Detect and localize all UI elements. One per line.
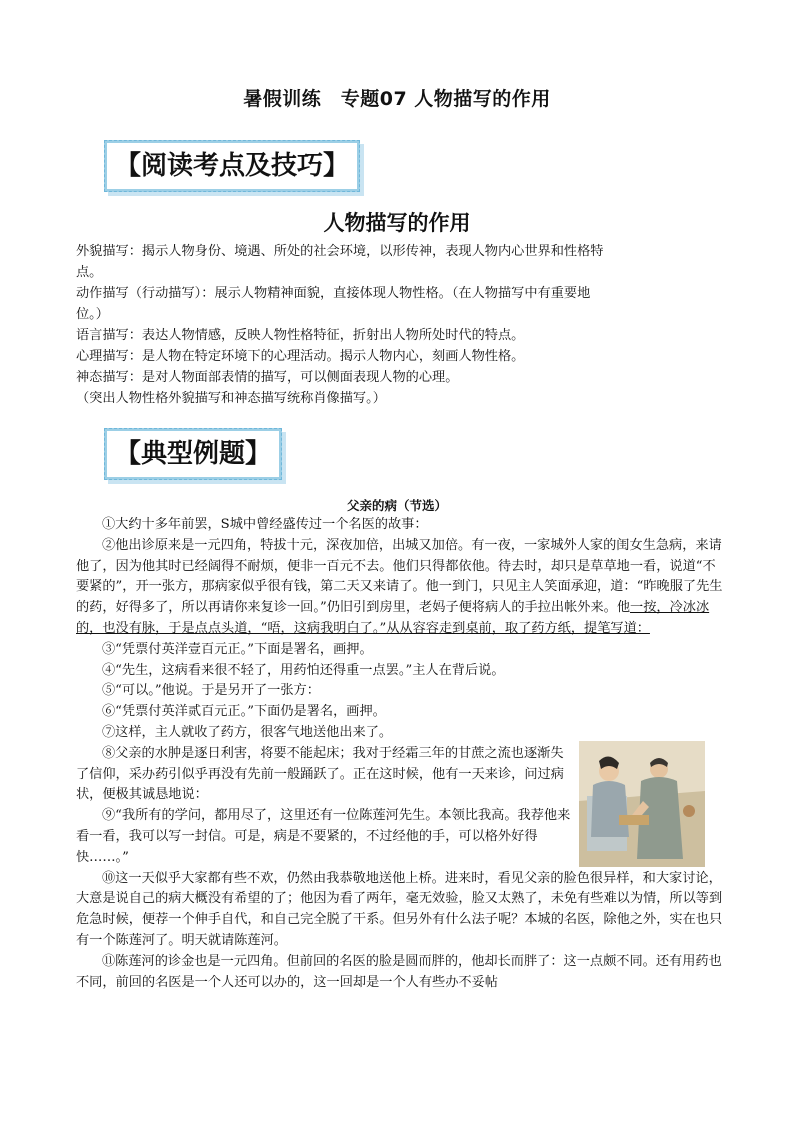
- definition-line: 动作描写（行动描写）：展示人物精神面貌，直接体现人物性格。（在人物描写中有重要地: [76, 286, 591, 301]
- definition-line: 心理描写：是人物在特定环境下的心理活动。揭示人物内心，刻画人物性格。: [76, 349, 525, 364]
- definition-line: 位。）: [76, 307, 109, 322]
- definition-line: 神态描写：是对人物面部表情的描写，可以侧面表现人物的心理。: [76, 370, 459, 385]
- paragraph: ④“先生，这病看来很不轻了，用药怕还得重一点罢。”主人在背后说。: [102, 662, 505, 678]
- definition-line: （突出人物性格外貌描写和神态描写统称肖像描写。）: [76, 391, 386, 406]
- definition-list: [76, 241, 726, 409]
- paragraph: ⑨“我所有的学问，都用尽了，这里还有一位陈莲河先生。本领比我高。我荐他来看一看，我可以写一封信。可是，病是不要紧的，不过经他的手，可以格外好得快……。”: [76, 808, 571, 865]
- paragraph: ⑦这样，主人就收了药方，很客气地送他出来了。: [102, 724, 393, 740]
- section-banner-reading: 【阅读考点及技巧】: [104, 140, 360, 192]
- paragraph: ⑪陈莲河的诊金也是一元四角。但前回的名医的脸是圆而胖的，他却长而胖了：这一点颇不同。还有用药也不同，前回的名医是一个人还可以办的，这一回却是一个人有些办不妥帖: [76, 953, 722, 990]
- definition-line: 外貌描写：揭示人物身份、境遇、所处的社会环境，以形传神，表现人物内心世界和性格特: [76, 244, 604, 259]
- page-title: 暑假训练 专题07 人物描写的作用: [243, 88, 551, 110]
- story-illustration: [579, 741, 705, 867]
- definition-line: 语言描写：表达人物情感，反映人物性格特征，折射出人物所处时代的特点。: [76, 328, 525, 343]
- underlined-text: 一按，冷冰冰的，也没有脉，于是点点头道，“唔，这病我明白了。”从从容容走到桌前，取了药方纸，提笔写道：: [76, 600, 710, 636]
- paragraph: ⑤“可以。”他说。于是另开了一张方：: [102, 683, 320, 699]
- story-title: 父亲的病（节选）: [346, 498, 447, 513]
- paragraph: ⑩这一天似乎大家都有些不欢，仍然由我恭敬地送他上桥。进来时，看见父亲的脸色很异样，和大家讨论，大意是说自己的病大概没有希望的了；他因为看了两年，毫无效验，脸又太熟了，未免有些难以为情，所以等到危急时候，便荐一个伸手自代，和自己完全脱了干系。但另外有什么法子呢？本城的名医，除他之外，实在也只有一个陈莲河了。明天就请陈莲河。: [76, 870, 723, 948]
- paragraph: ⑧父亲的水肿是逐日利害，将要不能起床；我对于经霜三年的甘蔗之流也逐渐失了信仰，采办药引似乎再没有先前一般踊跃了。正在这时候，他有一天来诊，问过病状，便极其诚恳地说：: [76, 745, 564, 803]
- section-subtitle: 人物描写的作用: [323, 211, 471, 235]
- section-banner-examples: 【典型例题】: [104, 428, 282, 480]
- paragraph: ⑥“凭票付英洋贰百元正。”下面仍是署名，画押。: [102, 704, 386, 720]
- paragraph: ③“凭票付英洋壹百元正。”下面是署名，画押。: [102, 641, 373, 657]
- definition-line: 点。: [76, 265, 103, 280]
- paragraph-text: ②他出诊原来是一元四角，特拔十元，深夜加倍，出城又加倍。有一夜，一家城外人家的闺女生急病，来请他了，因为他其时已经阔得不耐烦，便非一百元不去。他们只得都依他。待去时，却只是草草地一看，说道“不要紧的”，开一张方，那病家似乎很有钱，第二天又来请了。他一到门，只见主人笑面承迎，道：“昨晚服了先生的药，好得多了，所以再请你来复诊一回。”仍旧引到房里，老妈子便将病人的手拉出帐外来。他: [76, 537, 723, 616]
- paragraph: [76, 536, 726, 640]
- paragraph: ①大约十多年前罢，S城中曾经盛传过一个名医的故事：: [102, 517, 428, 532]
